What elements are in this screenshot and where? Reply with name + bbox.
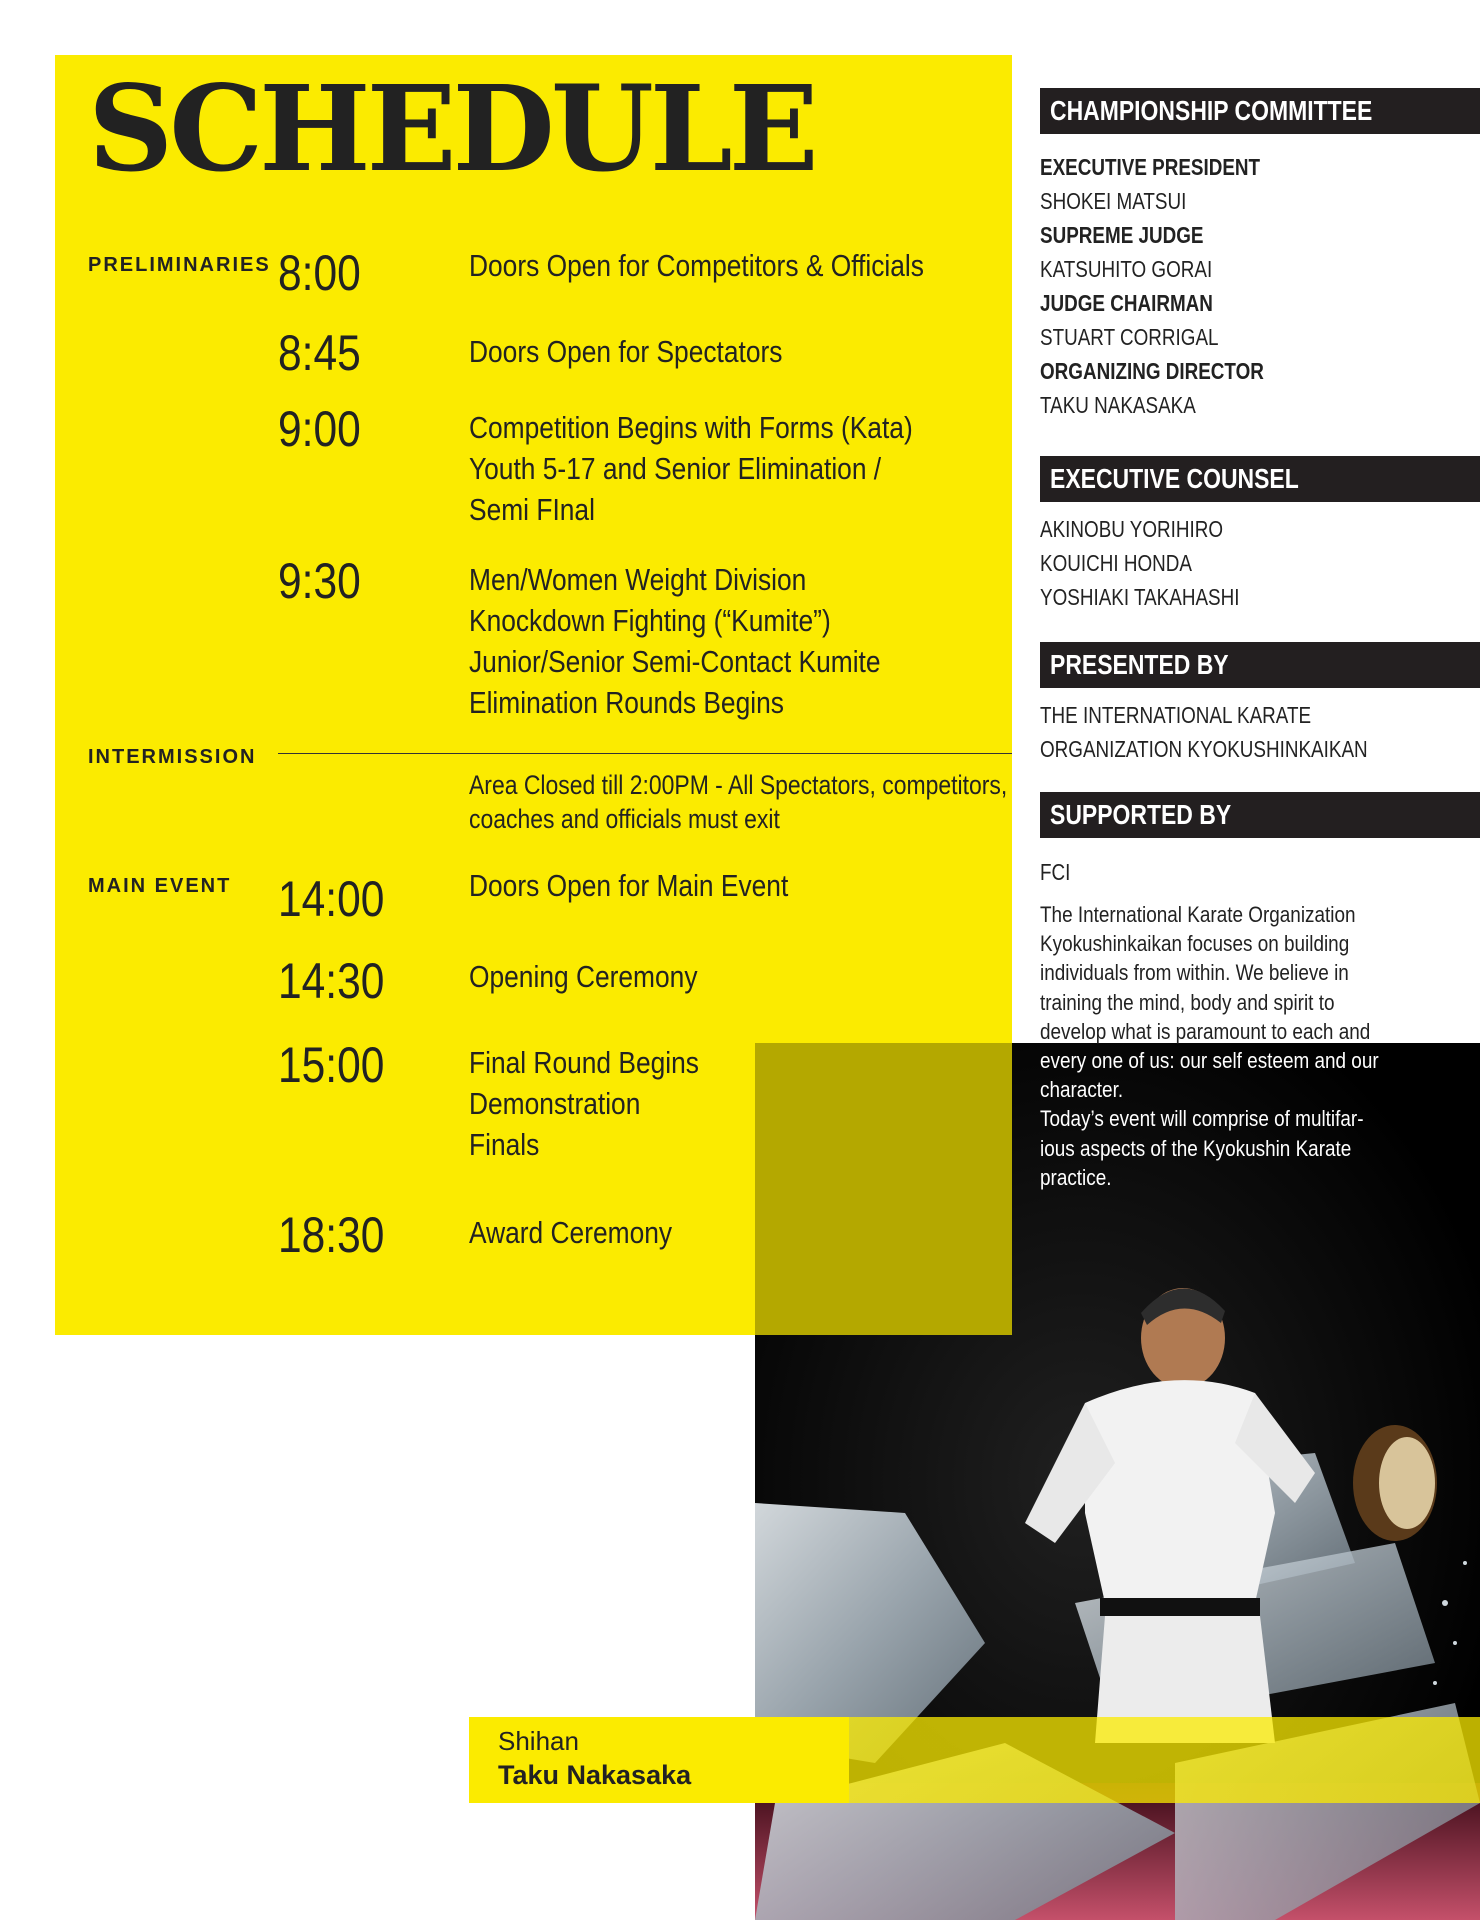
counsel-heading-text: EXECUTIVE COUNSEL [1050, 463, 1299, 494]
about-line: ious aspects of the Kyokushin Karate [1040, 1135, 1352, 1161]
event-line: Doors Open for Competitors & Officials [469, 248, 924, 283]
event-5 [469, 956, 911, 997]
section-intermission: INTERMISSION [88, 746, 257, 768]
presenter-line: ORGANIZATION KYOKUSHINKAIKAN [1040, 736, 1368, 762]
event-4 [469, 865, 911, 906]
counsel-name: KOUICHI HONDA [1040, 550, 1192, 576]
caption-name: Taku Nakasaka [498, 1760, 692, 1790]
role-name: STUART CORRIGAL [1040, 324, 1219, 350]
event-line: Youth 5-17 and Senior Elimination / [469, 451, 882, 486]
event-6 [469, 1042, 911, 1165]
time-7: 18:30 [278, 1207, 385, 1263]
role-label: EXECUTIVE PRESIDENT [1040, 154, 1261, 180]
event-line: Junior/Senior Semi-Contact Kumite [469, 644, 881, 679]
time-2: 9:00 [278, 401, 361, 457]
event-line: Doors Open for Main Event [469, 868, 789, 903]
about-line: practice. [1040, 1164, 1112, 1190]
about-paragraph [1040, 900, 1434, 1192]
time-5: 14:30 [278, 953, 385, 1009]
event-line: Finals [469, 1127, 540, 1162]
role-name: TAKU NAKASAKA [1040, 392, 1196, 418]
supported-heading-text: SUPPORTED BY [1050, 799, 1232, 830]
counsel-heading [1040, 456, 1480, 502]
about-line: The International Karate Organization [1040, 902, 1356, 927]
supporter-name: FCI [1040, 859, 1071, 885]
intermission-note [469, 768, 1007, 836]
committee-list [1040, 150, 1313, 422]
event-1 [469, 331, 911, 372]
presented-list [1040, 698, 1440, 766]
event-3 [469, 559, 911, 723]
event-2 [469, 407, 911, 530]
event-line: Competition Begins with Forms (Kata) [469, 410, 913, 445]
time-4: 14:00 [278, 871, 385, 927]
event-line: Demonstration [469, 1086, 641, 1121]
counsel-list [1040, 512, 1283, 614]
page-title: SCHEDULE [88, 59, 815, 198]
event-line: Award Ceremony [469, 1215, 673, 1250]
event-line: Elimination Rounds Begins [469, 685, 784, 720]
about-line: Today’s event will comprise of multifar- [1040, 1106, 1364, 1132]
event-line: Semi FInal [469, 492, 595, 527]
about-line: develop what is paramount to each and [1040, 1018, 1371, 1044]
section-preliminaries: PRELIMINARIES [88, 254, 271, 276]
about-line: training the mind, body and spirit to [1040, 989, 1335, 1015]
note-line: Area Closed till 2:00PM - All Spectators, competitors, [469, 770, 1008, 800]
note-line: coaches and officials must exit [469, 804, 780, 834]
event-line: Men/Women Weight Division [469, 562, 807, 597]
role-label: JUDGE CHAIRMAN [1040, 290, 1213, 316]
committee-heading-text: CHAMPIONSHIP COMMITTEE [1050, 95, 1373, 126]
event-line: Opening Ceremony [469, 959, 698, 994]
supporter-list [1040, 855, 1077, 889]
counsel-name: AKINOBU YORIHIRO [1040, 516, 1224, 542]
time-6: 15:00 [278, 1037, 385, 1093]
section-main-event: MAIN EVENT [88, 875, 232, 897]
role-name: KATSUHITO GORAI [1040, 256, 1213, 282]
time-3: 9:30 [278, 553, 361, 609]
supported-heading [1040, 792, 1480, 838]
event-0 [469, 245, 924, 286]
about-line: Kyokushinkaikan focuses on building [1040, 931, 1350, 957]
time-1: 8:45 [278, 325, 361, 381]
presented-heading [1040, 642, 1480, 688]
presented-heading-text: PRESENTED BY [1050, 649, 1229, 680]
event-line: Knockdown Fighting (“Kumite”) [469, 603, 831, 638]
event-line: Final Round Begins [469, 1045, 699, 1080]
about-line: individuals from within. We believe in [1040, 960, 1349, 986]
role-name: SHOKEI MATSUI [1040, 188, 1187, 214]
presenter-line: THE INTERNATIONAL KARATE [1040, 702, 1312, 728]
committee-heading [1040, 88, 1480, 134]
role-label: SUPREME JUDGE [1040, 222, 1204, 248]
event-7 [469, 1212, 911, 1253]
event-line: Doors Open for Spectators [469, 334, 783, 369]
about-line: character. [1040, 1077, 1124, 1103]
about-line: every one of us: our self esteem and our [1040, 1048, 1379, 1074]
caption-title: Shihan [498, 1726, 579, 1756]
counsel-name: YOSHIAKI TAKAHASHI [1040, 584, 1240, 610]
intermission-divider [278, 753, 1012, 754]
role-label: ORGANIZING DIRECTOR [1040, 358, 1264, 384]
time-0: 8:00 [278, 245, 361, 301]
